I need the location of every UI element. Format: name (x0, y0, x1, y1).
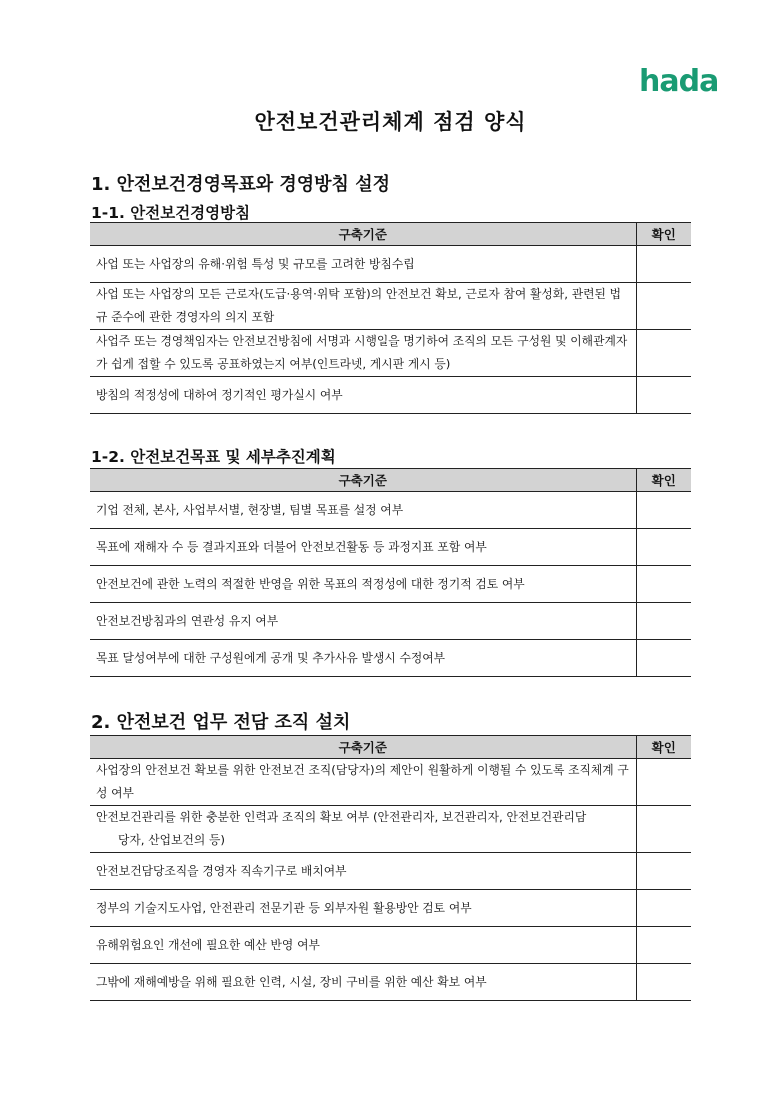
check-cell[interactable] (636, 330, 691, 377)
criteria-cell: 방침의 적정성에 대하여 정기적인 평가실시 여부 (90, 377, 636, 414)
hada-logo: hada (639, 64, 719, 99)
criteria-cell: 사업주 또는 경영책임자는 안전보건방침에 서명과 시행일을 명기하여 조직의 모든 구성원 및 이해관계자가 쉽게 접할 수 있도록 공표하였는지 여부(인트라넷, 게시판 게시 등) (90, 330, 636, 377)
check-header: 확인 (636, 469, 691, 492)
check-cell[interactable] (636, 927, 691, 964)
criteria-cell: 기업 전체, 본사, 사업부서별, 현장별, 팀별 목표를 설정 여부 (90, 492, 636, 529)
check-cell[interactable] (636, 492, 691, 529)
check-cell[interactable] (636, 890, 691, 927)
check-cell[interactable] (636, 964, 691, 1001)
section-2-heading: 2. 안전보건 업무 전담 조직 설치 (91, 712, 351, 733)
checklist-table-1-1 (90, 222, 691, 414)
criteria-header: 구축기준 (90, 469, 636, 492)
criteria-cell: 그밖에 재해예방을 위해 필요한 인력, 시설, 장비 구비를 위한 예산 확보 여부 (90, 964, 636, 1001)
check-cell[interactable] (636, 853, 691, 890)
criteria-cell: 안전보건담당조직을 경영자 직속기구로 배치여부 (90, 853, 636, 890)
check-cell[interactable] (636, 377, 691, 414)
criteria-cell: 안전보건에 관한 노력의 적절한 반영을 위한 목표의 적정성에 대한 정기적 검토 여부 (90, 566, 636, 603)
check-header: 확인 (636, 223, 691, 246)
criteria-cell: 안전보건방침과의 연관성 유지 여부 (90, 603, 636, 640)
subsection-1-1-heading: 1-1. 안전보건경영방침 (91, 204, 251, 222)
check-cell[interactable] (636, 283, 691, 330)
check-cell[interactable] (636, 566, 691, 603)
criteria-cell: 목표 달성여부에 대한 구성원에게 공개 및 추가사유 발생시 수정여부 (90, 640, 636, 677)
criteria-cell (90, 806, 636, 853)
page-title: 안전보건관리체계 점검 양식 (254, 110, 527, 134)
criteria-cell: 사업장의 안전보건 확보를 위한 안전보건 조직(담당자)의 제안이 원활하게 이행될 수 있도록 조직체계 구성 여부 (90, 759, 636, 806)
criteria-cell: 유해위험요인 개선에 필요한 예산 반영 여부 (90, 927, 636, 964)
criteria-cell: 정부의 기술지도사업, 안전관리 전문기관 등 외부자원 활용방안 검토 여부 (90, 890, 636, 927)
check-cell[interactable] (636, 246, 691, 283)
check-cell[interactable] (636, 640, 691, 677)
check-cell[interactable] (636, 529, 691, 566)
checklist-table-2 (90, 735, 691, 1001)
check-cell[interactable] (636, 806, 691, 853)
criteria-text-continued: 당자, 산업보건의 등) (118, 833, 226, 847)
criteria-header: 구축기준 (90, 736, 636, 759)
criteria-text: 안전보건관리를 위한 충분한 인력과 조직의 확보 여부 (안전관리자, 보건관리자, 안전보건관리담 (96, 810, 587, 824)
check-header: 확인 (636, 736, 691, 759)
section-1-heading: 1. 안전보건경영목표와 경영방침 설정 (91, 174, 390, 195)
check-cell[interactable] (636, 759, 691, 806)
subsection-1-2-heading: 1-2. 안전보건목표 및 세부추진계획 (91, 448, 336, 466)
criteria-cell: 목표에 재해자 수 등 결과지표와 더불어 안전보건활동 등 과정지표 포함 여부 (90, 529, 636, 566)
check-cell[interactable] (636, 603, 691, 640)
criteria-cell: 사업 또는 사업장의 모든 근로자(도급·용역·위탁 포함)의 안전보건 확보, 근로자 참여 활성화, 관련된 법규 준수에 관한 경영자의 의지 포함 (90, 283, 636, 330)
checklist-table-1-2 (90, 468, 691, 677)
criteria-cell: 사업 또는 사업장의 유해·위험 특성 및 규모를 고려한 방침수립 (90, 246, 636, 283)
criteria-header: 구축기준 (90, 223, 636, 246)
